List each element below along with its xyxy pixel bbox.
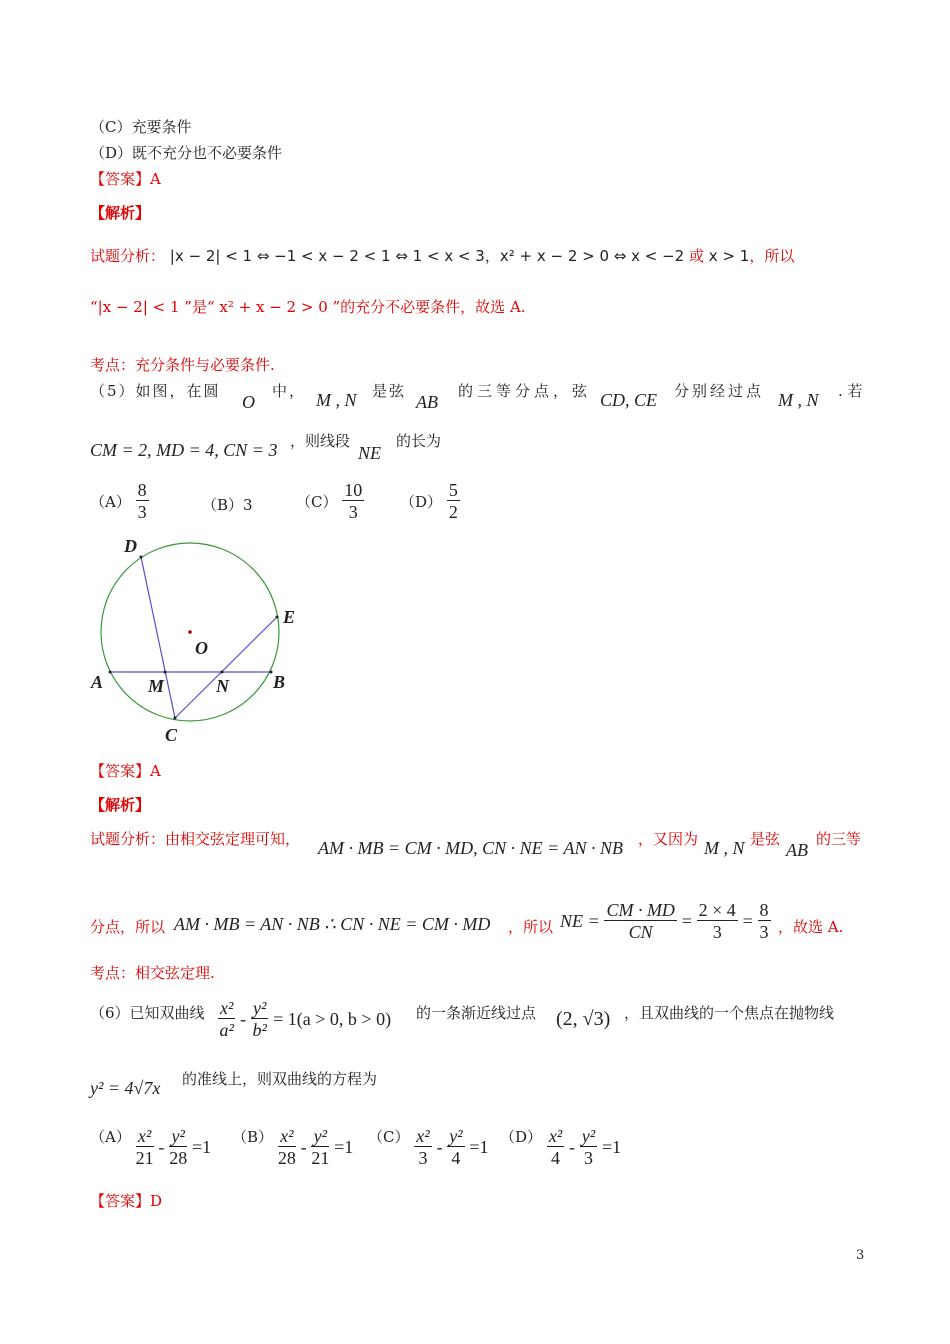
- analysis-or: 或: [689, 247, 705, 265]
- numerator: 5: [448, 480, 458, 500]
- label-C: C: [165, 725, 178, 745]
- q5-option-c: [296, 480, 364, 523]
- numerator: 8: [137, 480, 147, 500]
- q5-option-b: （B）3: [202, 496, 253, 514]
- q5-sol-prefix: 试题分析：由相交弦定理可知，: [90, 830, 301, 848]
- point-A: [109, 671, 112, 674]
- numerator: y²: [449, 1126, 463, 1146]
- analysis-math2: x > 1: [708, 247, 750, 265]
- fraction-y2: [311, 1126, 329, 1169]
- q6-mid: 的一条渐近线过点: [416, 1004, 537, 1022]
- denominator: b²: [252, 1020, 267, 1040]
- denominator: 2: [448, 502, 458, 522]
- center-point: [188, 630, 192, 634]
- fraction-y2: [580, 1126, 597, 1169]
- q6-option-a: （A） $\frac{\text{x²}}{21}$ - $\frac{\text{y²}}{28}$ =1: [90, 1126, 212, 1168]
- denominator: 3: [137, 502, 147, 522]
- q4-analysis-label: 【解析】: [90, 204, 151, 222]
- numerator: 10: [344, 480, 363, 500]
- equals-one: =1: [334, 1137, 354, 1157]
- fraction-y2: [169, 1126, 187, 1169]
- equals-one: =1: [191, 1137, 212, 1157]
- denominator: 3: [712, 922, 722, 942]
- numerator: x²: [220, 998, 234, 1018]
- q5-given: CM = 2, MD = 4, CN = 3: [90, 440, 278, 460]
- q5-sol-youyinwei: ，又因为: [638, 830, 699, 848]
- fraction: [342, 480, 364, 523]
- q6-option-b: （B） $\frac{\text{x²}}{28}$ - $\frac{\text{y²}}{21}$ =1: [232, 1126, 354, 1168]
- q4-analysis-line1: [90, 245, 794, 266]
- fraction: [136, 480, 149, 523]
- denominator: 3: [583, 1148, 593, 1168]
- denominator: 21: [311, 1148, 330, 1168]
- option-label: （C）: [296, 493, 338, 511]
- q5-CDCE: CD, CE: [600, 390, 658, 410]
- q5-sol-MN: M , N: [704, 838, 745, 858]
- denominator: 4: [451, 1148, 461, 1168]
- point-N: [221, 671, 224, 674]
- denominator: a²: [219, 1020, 234, 1040]
- label-A: A: [91, 672, 104, 692]
- page-number: 3: [856, 1248, 865, 1263]
- q5-kaodian: 考点：相交弦定理.: [90, 964, 215, 982]
- NE-equals: NE =: [560, 911, 600, 931]
- denominator: CN: [628, 922, 653, 942]
- denominator: 3: [348, 502, 358, 522]
- fraction-x2: [547, 1126, 564, 1169]
- denominator: 28: [277, 1148, 296, 1168]
- q5-sol2-suoyi: ，所以: [508, 918, 554, 936]
- fraction: [447, 480, 460, 523]
- q6-end: ，且双曲线的一个焦点在抛物线: [624, 1004, 835, 1022]
- denominator: 4: [551, 1148, 560, 1168]
- q5-sol-shixian: 是弦: [750, 830, 781, 848]
- label-O: O: [195, 638, 208, 658]
- q5-option-a: [90, 480, 149, 523]
- q5-sol2-prefix: 分点，所以: [90, 918, 166, 936]
- option-label: （A）: [90, 493, 131, 511]
- denominator: 3: [418, 1148, 428, 1168]
- q5-option-d: [400, 480, 460, 523]
- fraction-cmmd-cn: [604, 900, 677, 943]
- q4-kaodian: 考点：充分条件与必要条件.: [90, 356, 275, 374]
- q5-NE: NE: [358, 443, 382, 463]
- numerator: CM · MD: [606, 900, 675, 920]
- point-D: [140, 556, 143, 559]
- q6-point: (2, √3): [556, 1008, 611, 1030]
- option-label: （A）: [90, 1128, 131, 1146]
- label-N: N: [216, 676, 229, 696]
- q5-answer: 【答案】A: [90, 762, 161, 780]
- denominator: 21: [135, 1148, 154, 1168]
- point-M: [164, 671, 167, 674]
- q5-MN: M , N: [316, 390, 357, 410]
- label-D: D: [124, 536, 137, 556]
- q4-answer: 【答案】A: [90, 170, 161, 188]
- q5-sol2-result: NE = $\frac{CM \cdot MD}{CN}$ = $\frac{2 \times 4}{3}$ = $\frac{8}{3}$: [560, 900, 769, 942]
- option-c: （C）充要条件: [90, 118, 192, 136]
- point-E: [276, 616, 279, 619]
- numerator: y²: [169, 1126, 187, 1147]
- label-E: E: [283, 607, 296, 627]
- q5-shixian: 是弦: [372, 382, 407, 400]
- q5-MN2: M , N: [778, 390, 819, 410]
- option-label: （B）: [232, 1128, 274, 1146]
- option-label: （D）: [500, 1128, 543, 1146]
- fraction-y2-b2: [251, 998, 268, 1041]
- q5-sol-eq1: AM · MB = CM · MD, CN · NE = AN · NB: [318, 838, 623, 858]
- q5-analysis-label: 【解析】: [90, 796, 151, 814]
- equals-one: =1: [469, 1137, 489, 1157]
- analysis-prefix: 试题分析：: [90, 247, 166, 265]
- numerator: y²: [252, 998, 267, 1018]
- numerator: 2 × 4: [698, 900, 736, 920]
- q6-answer: 【答案】D: [90, 1192, 163, 1210]
- equals-one: =1: [601, 1137, 622, 1157]
- option-d: （D）既不充分也不必要条件: [90, 144, 283, 162]
- fraction-2x4-3: [697, 900, 738, 943]
- fraction-x2: [278, 1126, 296, 1169]
- fraction-x2: [136, 1126, 154, 1169]
- q5-sandengfen: 的三等分点，弦: [458, 382, 592, 400]
- q5-AB: AB: [416, 392, 438, 412]
- denominator: 28: [169, 1148, 188, 1168]
- option-label: （C）: [368, 1128, 410, 1146]
- option-label: （D）: [400, 493, 443, 511]
- numerator: 8: [759, 900, 769, 920]
- numerator: y²: [581, 1126, 596, 1146]
- q5-changwei: 的长为: [396, 432, 442, 450]
- circle-figure: [80, 530, 320, 750]
- q6-option-d: （D） $\frac{\text{x²}}{4}$ - $\frac{\text{y²}}{3}$ =1: [500, 1126, 622, 1168]
- analysis-math: |x − 2| < 1 ⇔ −1 < x − 2 < 1 ⇔ 1 < x < 3，x² + x − 2 > 0 ⇔ x < −2: [169, 247, 685, 265]
- q6-lead: （6）已知双曲线: [90, 1004, 205, 1022]
- fraction-x2-a2: [218, 998, 235, 1041]
- equation-rest: = 1(a > 0, b > 0): [273, 1009, 392, 1029]
- label-B: B: [273, 672, 286, 692]
- q5-lead: （5）如图，在圆: [90, 382, 221, 400]
- fraction-8-3: [758, 900, 771, 943]
- numerator: x²: [548, 1126, 563, 1146]
- numerator: x²: [136, 1126, 154, 1147]
- q5-ze: ，则线段: [290, 432, 351, 450]
- q5-ruo: . 若: [838, 382, 863, 400]
- q6-equation: $\frac{\text{x²}}{\text{a²}}$ - $\frac{\text{y²}}{\text{b²}}$ = 1(a > 0, b > 0): [219, 998, 392, 1040]
- q5-sol2-suffix: ，故选 A.: [778, 918, 844, 936]
- numerator: x²: [416, 1126, 430, 1146]
- point-C: [174, 717, 177, 720]
- q5-sol2-eq: AM · MB = AN · NB ∴ CN · NE = CM · MD: [174, 914, 491, 934]
- fraction-y2: [447, 1126, 464, 1169]
- q5-sol-desandeng: 的三等: [816, 830, 862, 848]
- q5-zhong: 中，: [272, 382, 307, 400]
- q5-circle-O: O: [242, 392, 255, 412]
- q6-parabola: y² = 4√7x: [90, 1078, 161, 1098]
- q6-line2: 的准线上，则双曲线的方程为: [182, 1070, 378, 1088]
- analysis-suffix: ，所以: [749, 247, 795, 265]
- label-M: M: [148, 676, 165, 696]
- q4-analysis-line2: “|x − 2| < 1 ”是“ x² + x − 2 > 0 ”的充分不必要条件，故选 A.: [90, 298, 526, 316]
- numerator: x²: [278, 1126, 296, 1147]
- numerator: y²: [311, 1126, 329, 1147]
- q5-sol-AB: AB: [786, 840, 808, 860]
- q5-fenbie: 分别经过点: [674, 382, 765, 400]
- q6-option-c: （C） $\frac{\text{x²}}{3}$ - $\frac{\text{y²}}{4}$ =1: [368, 1126, 489, 1168]
- fraction-x2: [414, 1126, 431, 1169]
- denominator: 3: [759, 922, 769, 942]
